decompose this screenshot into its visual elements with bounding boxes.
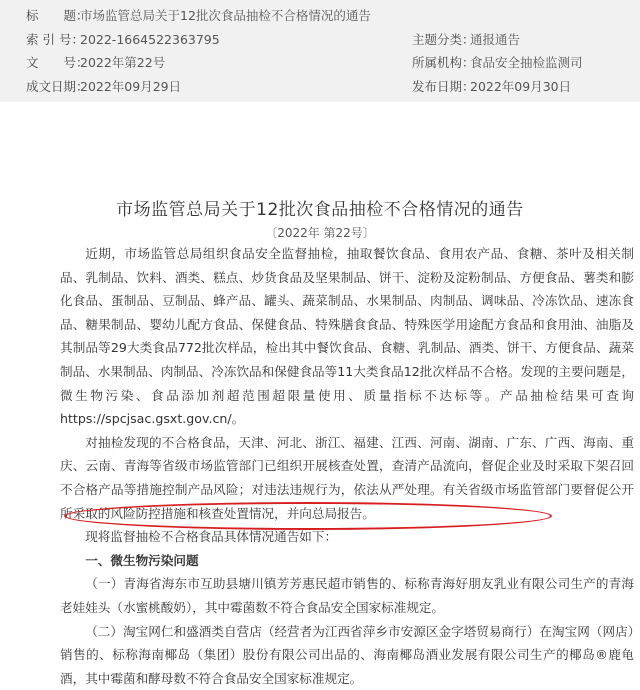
meta-category-label: 主题分类：: [412, 29, 475, 51]
meta-docno-label: 文 号：: [26, 52, 89, 74]
document-title: 市场监管总局关于12批次食品抽检不合格情况的通告: [0, 195, 640, 220]
meta-publish-value: 2022年09月30日: [470, 76, 571, 98]
document-number: 〔2022年 第22号〕: [0, 224, 640, 241]
meta-row-docno: [0, 52, 640, 74]
meta-date-label: 成文日期：: [26, 76, 89, 98]
meta-index-value: 2022-1664522363795: [80, 29, 220, 51]
item-2: （二）淘宝网仁和盛酒类自营店（经营者为江西省萍乡市安源区金字塔贸易商行）在淘宝网（网店）销售的、标称海南椰岛（集团）股份有限公司出品的、海南椰岛酒业发展有限公司生产的椰岛®鹿龟酒，其中霉菌和酵母数不符合食品安全国家标准规定。: [60, 620, 634, 690]
meta-category-value: 通报通告: [470, 29, 520, 51]
paragraph-disposal: 对抽检发现的不合格食品，天津、河北、浙江、福建、江西、河南、湖南、广东、广西、海南、重庆、云南、青海等省级市场监管部门已组织开展核查处置，查清产品流向，督促企业及时采取下架召回不合格产品等措施控制产品风险；对违法违规行为，依法从严处理。有关省级市场监管部门要督促公开所采取的风险防控措施和核查处置情况，并向总局报告。: [60, 431, 634, 525]
meta-docno-value: 2022年第22号: [80, 52, 165, 74]
paragraph-intro: 近期，市场监管总局组织食品安全监督抽检，抽取餐饮食品、食用农产品、食糖、茶叶及相关制品、乳制品、饮料、酒类、糕点、炒货食品及坚果制品、饼干、淀粉及淀粉制品、方便食品、薯类和膨化食品、蛋制品、豆制品、蜂产品、罐头、蔬菜制品、水果制品、肉制品、调味品、冷冻饮品、速冻食品、糖果制品、婴幼儿配方食品、保健食品、特殊膳食食品、特殊医学用途配方食品和食用油、油脂及其制品等29大类食品772批次样品，检出其中餐饮食品、食糖、乳制品、酒类、饼干、方便食品、蔬菜制品、水果制品、肉制品、冷冻饮品和保健食品等11大类食品12批次样品不合格。发现的主要问题是，微生物污染、食品添加剂超范围超限量使用、质量指标不达标等。产品抽检结果可查询https://spcjsac.gsxt.gov.cn/。: [60, 242, 634, 431]
meta-publish-label: 发布日期：: [412, 76, 475, 98]
item-1: （一）青海省海东市互助县塘川镇芳芳惠民超市销售的、标称青海好朋友乳业有限公司生产的青海老娃娃头（水蜜桃酸奶），其中霉菌数不符合食品安全国家标准规定。: [60, 572, 634, 619]
document-content: [60, 242, 634, 690]
meta-row-date: [0, 76, 640, 98]
meta-index-label: 索 引 号：: [26, 29, 84, 51]
meta-row-index: [0, 29, 640, 51]
section-heading-microbial: 一、微生物污染问题: [60, 549, 634, 573]
meta-date-value: 2022年09月29日: [80, 76, 181, 98]
meta-row-title: [0, 5, 640, 27]
meta-org-value: 食品安全抽检监测司: [470, 52, 583, 74]
document-meta-panel: [0, 0, 640, 102]
meta-title-label: 标 题：: [26, 5, 89, 27]
paragraph-notice: 现将监督抽检不合格食品具体情况通告如下：: [60, 525, 634, 549]
meta-title-value: 市场监管总局关于12批次食品抽检不合格情况的通告: [80, 5, 371, 27]
meta-org-label: 所属机构：: [412, 52, 475, 74]
